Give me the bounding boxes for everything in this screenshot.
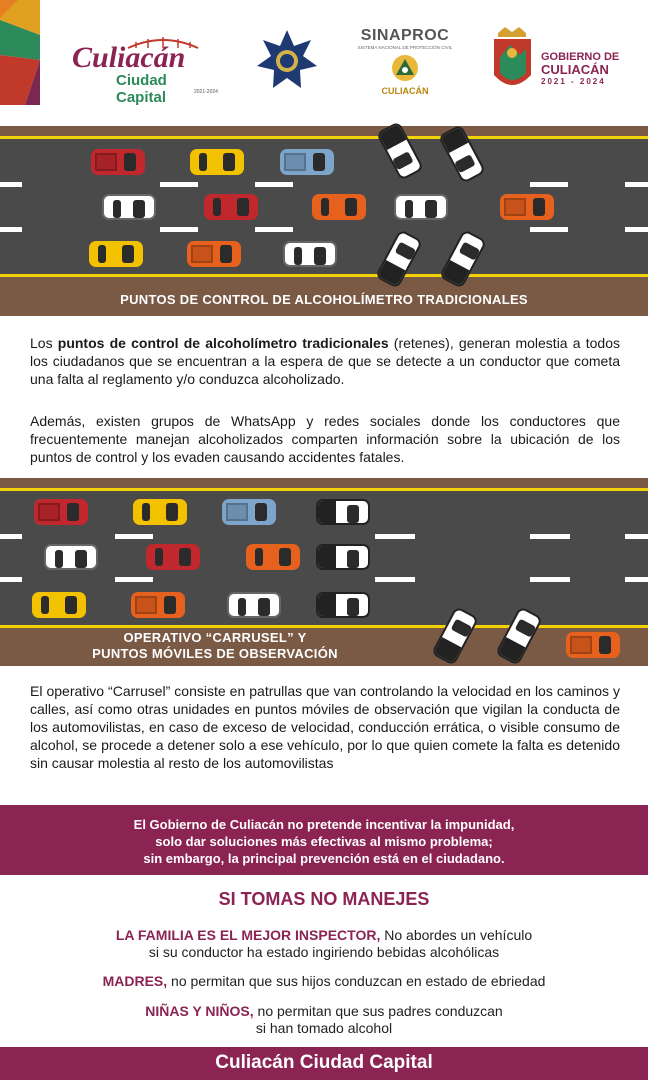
car (44, 544, 98, 570)
police-badge-logo (255, 28, 319, 92)
car (227, 592, 281, 618)
car (280, 149, 334, 175)
tip3-rest1: no permitan que sus padres conduzcan (253, 1003, 503, 1019)
sinaproc-title: SINAPROC (360, 27, 450, 44)
tip3-rest2: si han tomado alcohol (255, 1020, 393, 1036)
tip3-bold: NIÑAS Y NIÑOS, (145, 1003, 254, 1019)
gov-line1: GOBIERNO DE (541, 51, 620, 63)
tip1 (0, 927, 648, 961)
sinaproc-logo (350, 27, 460, 102)
tip3 (0, 1003, 648, 1037)
banner-text (0, 816, 648, 867)
car (204, 194, 258, 220)
tip1-bold: LA FAMILIA ES EL MEJOR INSPECTOR, (115, 927, 381, 943)
tip2-rest: no permitan que sus hijos conduzcan en estado de ebriedad (167, 973, 546, 989)
tip1-rest2: si su conductor ha estado ingiriendo bebidas alcohólicas (148, 944, 500, 960)
car (102, 194, 156, 220)
car (89, 241, 143, 267)
logo-years-text: 2021-2024 (194, 89, 218, 95)
car (246, 544, 300, 570)
footer (0, 1047, 648, 1080)
banner-line2: solo dar soluciones más efectivas al mismo problema; (155, 834, 493, 849)
car (222, 499, 276, 525)
section1-paragraph2: Además, existen grupos de WhatsApp y redes sociales donde los conductores que frecuentemente manejan alcoholizados comparten información sobre la ubicación de los puntos de control y los evaden causando accidentes fatales. (30, 413, 620, 465)
car (500, 194, 554, 220)
police-car (316, 499, 370, 525)
government-banner (0, 805, 648, 875)
p1-pre: Los (30, 335, 58, 351)
car (133, 499, 187, 525)
gov-line2: CULIACÁN (541, 62, 609, 77)
car (187, 241, 241, 267)
car (394, 194, 448, 220)
section1-caption: PUNTOS DE CONTROL DE ALCOHOLÍMETRO TRADICIONALES (120, 292, 528, 307)
gobierno-logo-text (541, 51, 641, 87)
header (0, 0, 648, 120)
sinaproc-emblem-icon (391, 54, 419, 82)
logo-ciudad-capital-text: Ciudad Capital (116, 72, 167, 106)
section2-paragraph: El operativo “Carrusel” consiste en patrullas que van controlando la velocidad en los caminos y calles, así como otras unidades en puntos móviles de observación que vigilan la conducta de los automovilistas, en caso de exceso de velocidad, conducción errática, o visible consumo de alcohol, se procede a detener solo a ese vehículo, por lo que quien comete la falta es detenido sin causar molestia al resto de los automovilistas (30, 683, 620, 771)
section2-caption-line1: OPERATIVO “CARRUSEL” Y (123, 630, 307, 645)
police-car (316, 592, 370, 618)
banner-line3: sin embargo, la principal prevención está en el ciudadano. (143, 851, 505, 866)
tip2 (0, 973, 648, 990)
police-car (316, 544, 370, 570)
gov-years: 2021 - 2024 (541, 77, 606, 86)
tip1-rest1: No abordes un vehículo (380, 927, 533, 943)
car (566, 632, 620, 658)
car (283, 241, 337, 267)
culiacan-coat-of-arms (490, 27, 535, 95)
road-illustration-1 (0, 126, 648, 316)
car (312, 194, 366, 220)
car (32, 592, 86, 618)
tips-title: SI TOMAS NO MANEJES (218, 889, 430, 909)
footer-text: Culiacán Ciudad Capital (215, 1052, 433, 1073)
sinaproc-subtitle: SISTEMA NACIONAL DE PROTECCIÓN CIVIL (357, 45, 453, 50)
p1-bold: puntos de control de alcoholímetro tradicionales (57, 335, 389, 351)
section1-paragraph1 (30, 334, 620, 388)
car (190, 149, 244, 175)
car (131, 592, 185, 618)
road-illustration-2 (0, 478, 648, 666)
section2-caption (70, 630, 360, 662)
logo-culiacan-text: Culiacán (72, 41, 186, 74)
section2-caption-line2: PUNTOS MÓVILES DE OBSERVACIÓN (92, 646, 338, 661)
culiacan-ciudad-capital-logo (68, 32, 218, 106)
p1-post: (retenes), generan molestia a todos los ciudadanos que se encuentran a la espera de que se detecte a un conductor que cometa una falta al reglamento y/o conduzca alcoholizado. (30, 335, 620, 387)
banner-line1: El Gobierno de Culiacán no pretende incentivar la impunidad, (133, 817, 515, 832)
car (91, 149, 145, 175)
car (34, 499, 88, 525)
corner-decoration (0, 0, 40, 105)
sinaproc-city: CULIACÁN (381, 86, 429, 96)
tip2-bold: MADRES, (102, 973, 168, 989)
car (146, 544, 200, 570)
